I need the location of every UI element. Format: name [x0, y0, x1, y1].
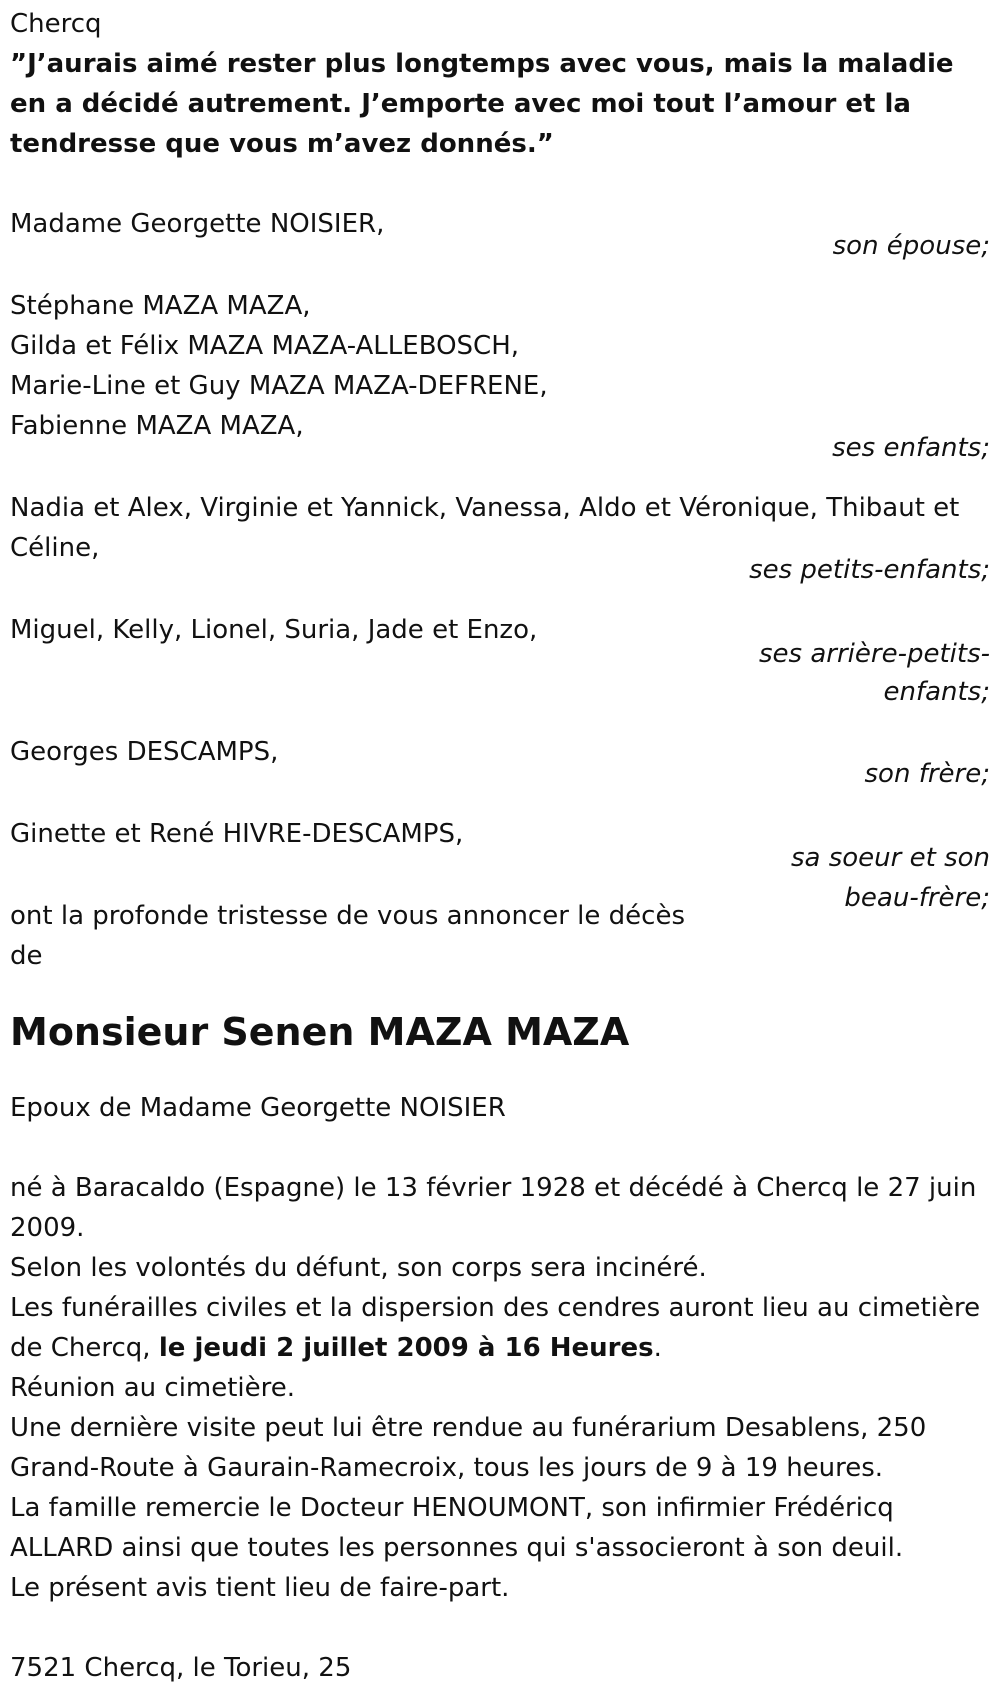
- visit: Une dernière visite peut lui être rendue au funérarium Desablens, 250 Grand-Route à Gaurain-Ramecroix, tous les jours de 9 à 19 heures.: [10, 1413, 927, 1483]
- relation-label: ses enfants;: [832, 433, 990, 463]
- spouse-of: Epoux de Madame Georgette NOISIER: [10, 1093, 506, 1123]
- cremation: Selon les volontés du défunt, son corps sera incinéré.: [10, 1253, 707, 1283]
- address: 7521 Chercq, le Torieu, 25: [10, 1653, 352, 1683]
- relation-label: ses petits-enfants;: [749, 555, 990, 585]
- gathering: Réunion au cimetière.: [10, 1373, 296, 1403]
- relation-label: beau-frère;: [844, 883, 990, 913]
- family-great-grandchildren: [10, 610, 990, 712]
- relation-label: sa soeur et son: [790, 843, 990, 873]
- family-name: Gilda et Félix MAZA MAZA-ALLEBOSCH,: [10, 331, 520, 361]
- announcement: ont la profonde tristesse de vous annoncer le décès de: [10, 901, 685, 971]
- relation-label: son frère;: [864, 759, 990, 789]
- family-name: Madame Georgette NOISIER,: [10, 209, 385, 239]
- notice: Le présent avis tient lieu de faire-part.: [10, 1573, 510, 1603]
- details: [10, 1168, 990, 1608]
- thanks: La famille remercie le Docteur HENOUMONT, son infirmier Frédéricq ALLARD ainsi que toutes les personnes qui s'associeront à son deuil.: [10, 1493, 904, 1563]
- relation-label: ses arrière-petits-: [759, 639, 990, 669]
- relation-label: enfants;: [883, 677, 990, 707]
- family-spouse: [10, 204, 990, 266]
- family-grandchildren: [10, 488, 990, 590]
- funeral-post: .: [653, 1333, 662, 1363]
- birth-death: né à Baracaldo (Espagne) le 13 février 1928 et décédé à Chercq le 27 juin 2009.: [10, 1173, 977, 1243]
- family-name: Miguel, Kelly, Lionel, Suria, Jade et Enzo,: [10, 615, 538, 645]
- funeral-pre: Les funérailles civiles et la dispersion des cendres auront lieu au cimetière de Chercq,: [10, 1293, 981, 1363]
- quote: ”J’aurais aimé rester plus longtemps avec vous, mais la maladie en a décidé autrement. J’emporte avec moi tout l’amour et la tendresse que vous m’avez donnés.”: [10, 49, 954, 159]
- family-brother: [10, 732, 990, 794]
- relation-label: son épouse;: [832, 231, 990, 261]
- funeral-date: le jeudi 2 juillet 2009 à 16 Heures: [158, 1333, 654, 1363]
- family-children: [10, 286, 990, 468]
- place-header: Chercq: [10, 9, 102, 39]
- funeral-info: [10, 1288, 990, 1368]
- family-sister: [10, 814, 990, 976]
- family-name: Georges DESCAMPS,: [10, 737, 279, 767]
- family-name: Marie-Line et Guy MAZA MAZA-DEFRENE,: [10, 371, 548, 401]
- family-name: Ginette et René HIVRE-DESCAMPS,: [10, 819, 464, 849]
- family-name: Nadia et Alex, Virginie et Yannick, Vanessa, Aldo et Véronique, Thibaut et Céline,: [10, 493, 960, 563]
- deceased-name: Monsieur Senen MAZA MAZA: [10, 1010, 630, 1054]
- family-name: Stéphane MAZA MAZA,: [10, 291, 311, 321]
- family-name: Fabienne MAZA MAZA,: [10, 411, 304, 441]
